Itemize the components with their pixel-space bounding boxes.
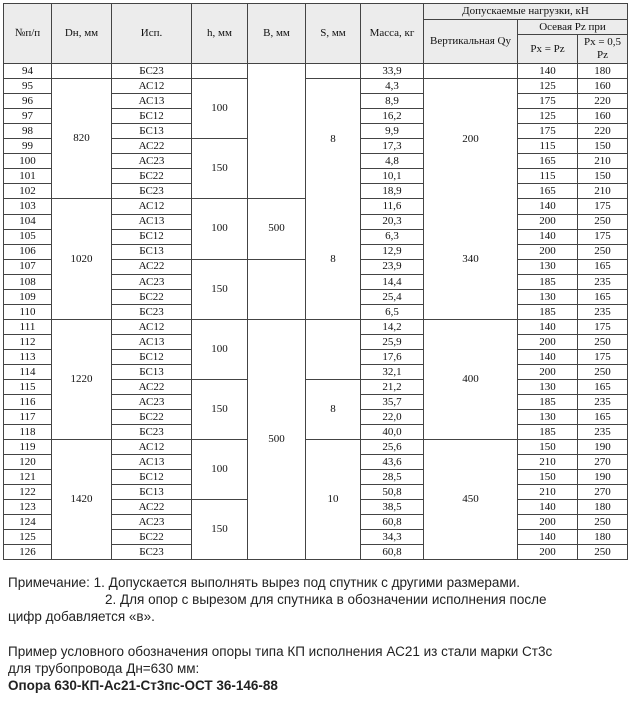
cell-px-eq: 130 bbox=[518, 290, 578, 305]
cell-isp: БС13 bbox=[112, 485, 192, 500]
cell-mass: 17,3 bbox=[361, 139, 424, 154]
cell-mass: 12,9 bbox=[361, 244, 424, 259]
cell-isp: БС23 bbox=[112, 184, 192, 199]
cell-num: 122 bbox=[4, 485, 52, 500]
cell-mass: 9,9 bbox=[361, 124, 424, 139]
cell-isp: БС13 bbox=[112, 124, 192, 139]
cell-num: 101 bbox=[4, 169, 52, 184]
cell-num: 124 bbox=[4, 515, 52, 530]
example-designation: Опора 630-КП-Ас21-Ст3пс-ОСТ 36-146-88 bbox=[8, 678, 278, 693]
notes-block bbox=[8, 574, 628, 694]
cell-mass: 40,0 bbox=[361, 425, 424, 440]
cell-px-half: 235 bbox=[578, 275, 628, 290]
cell-px-half: 150 bbox=[578, 169, 628, 184]
cell-isp: АС13 bbox=[112, 94, 192, 109]
cell-qy-merged: 400 bbox=[424, 320, 518, 440]
cell-px-half: 250 bbox=[578, 244, 628, 259]
cell-num: 116 bbox=[4, 395, 52, 410]
cell-px-half: 220 bbox=[578, 94, 628, 109]
cell-px-eq: 140 bbox=[518, 320, 578, 335]
cell-num: 97 bbox=[4, 109, 52, 124]
col-header-dn: Dн, мм bbox=[52, 4, 112, 64]
cell-px-eq: 130 bbox=[518, 380, 578, 395]
cell-h-merged: 100 bbox=[192, 320, 248, 380]
cell-px-half: 175 bbox=[578, 199, 628, 214]
cell-px-eq: 125 bbox=[518, 109, 578, 124]
cell-px-eq: 185 bbox=[518, 425, 578, 440]
cell-qy-merged bbox=[424, 64, 518, 79]
cell-px-half: 250 bbox=[578, 515, 628, 530]
cell-px-eq: 150 bbox=[518, 440, 578, 455]
cell-h-merged: 150 bbox=[192, 259, 248, 319]
cell-px-eq: 210 bbox=[518, 455, 578, 470]
cell-isp: АС12 bbox=[112, 320, 192, 335]
table-row bbox=[4, 64, 628, 79]
cell-isp: АС23 bbox=[112, 395, 192, 410]
cell-mass: 16,2 bbox=[361, 109, 424, 124]
cell-isp: БС22 bbox=[112, 410, 192, 425]
cell-mass: 60,8 bbox=[361, 515, 424, 530]
cell-s-merged bbox=[306, 64, 361, 79]
cell-px-eq: 140 bbox=[518, 350, 578, 365]
cell-px-half: 180 bbox=[578, 530, 628, 545]
cell-num: 111 bbox=[4, 320, 52, 335]
cell-num: 126 bbox=[4, 545, 52, 560]
cell-px-half: 270 bbox=[578, 485, 628, 500]
cell-px-half: 235 bbox=[578, 425, 628, 440]
col-header-px-eq: Px = Pz bbox=[518, 35, 578, 64]
cell-mass: 10,1 bbox=[361, 169, 424, 184]
col-header-px-half: Px = 0,5 Pz bbox=[578, 35, 628, 64]
cell-px-half: 220 bbox=[578, 124, 628, 139]
col-header-b: В, мм bbox=[248, 4, 306, 64]
cell-px-eq: 210 bbox=[518, 485, 578, 500]
cell-px-eq: 200 bbox=[518, 515, 578, 530]
note-2-line-2: цифр добавляется «в». bbox=[8, 609, 155, 624]
cell-mass: 25,9 bbox=[361, 335, 424, 350]
cell-num: 120 bbox=[4, 455, 52, 470]
col-header-loads: Допускаемые нагрузки, кН bbox=[424, 4, 628, 20]
cell-mass: 6,3 bbox=[361, 229, 424, 244]
cell-h-merged: 100 bbox=[192, 440, 248, 500]
cell-isp: БС22 bbox=[112, 290, 192, 305]
cell-num: 103 bbox=[4, 199, 52, 214]
cell-isp: АС13 bbox=[112, 335, 192, 350]
cell-px-eq: 200 bbox=[518, 335, 578, 350]
cell-px-eq: 115 bbox=[518, 169, 578, 184]
cell-mass: 34,3 bbox=[361, 530, 424, 545]
cell-isp: БС23 bbox=[112, 305, 192, 320]
cell-px-half: 180 bbox=[578, 64, 628, 79]
cell-mass: 6,5 bbox=[361, 305, 424, 320]
col-header-isp: Исп. bbox=[112, 4, 192, 64]
cell-px-half: 250 bbox=[578, 545, 628, 560]
cell-px-eq: 185 bbox=[518, 275, 578, 290]
cell-num: 118 bbox=[4, 425, 52, 440]
col-header-h: h, мм bbox=[192, 4, 248, 64]
cell-mass: 43,6 bbox=[361, 455, 424, 470]
cell-px-eq: 125 bbox=[518, 79, 578, 94]
cell-mass: 4,8 bbox=[361, 154, 424, 169]
cell-num: 95 bbox=[4, 79, 52, 94]
cell-mass: 20,3 bbox=[361, 214, 424, 229]
s-value-820: 8 bbox=[330, 132, 336, 145]
cell-dn-merged: 820 bbox=[52, 79, 112, 199]
cell-mass: 50,8 bbox=[361, 485, 424, 500]
support-spec-table bbox=[3, 3, 628, 560]
cell-dn-merged: 1020 bbox=[52, 199, 112, 320]
cell-isp: БС12 bbox=[112, 350, 192, 365]
cell-isp: БС23 bbox=[112, 545, 192, 560]
cell-h-merged: 150 bbox=[192, 139, 248, 199]
cell-num: 96 bbox=[4, 94, 52, 109]
col-header-vertical: Вертикальная Qy bbox=[424, 20, 518, 64]
cell-b-merged: 500 bbox=[248, 320, 306, 560]
cell-h-merged: 150 bbox=[192, 380, 248, 440]
cell-mass: 21,2 bbox=[361, 380, 424, 395]
cell-mass: 4,3 bbox=[361, 79, 424, 94]
cell-isp: БС23 bbox=[112, 64, 192, 79]
cell-h-merged: 100 bbox=[192, 199, 248, 259]
col-header-mass: Масса, кг bbox=[361, 4, 424, 64]
cell-px-eq: 185 bbox=[518, 395, 578, 410]
cell-px-eq: 150 bbox=[518, 470, 578, 485]
cell-mass: 32,1 bbox=[361, 365, 424, 380]
cell-px-half: 175 bbox=[578, 320, 628, 335]
cell-mass: 14,2 bbox=[361, 320, 424, 335]
example-line-2: для трубопровода Дн=630 мм: bbox=[8, 661, 200, 676]
cell-px-half: 150 bbox=[578, 139, 628, 154]
cell-isp: АС13 bbox=[112, 455, 192, 470]
cell-dn-merged: 1420 bbox=[52, 440, 112, 560]
cell-px-eq: 185 bbox=[518, 305, 578, 320]
cell-px-eq: 130 bbox=[518, 259, 578, 274]
cell-px-eq: 200 bbox=[518, 244, 578, 259]
table-row bbox=[4, 320, 628, 335]
cell-b-merged bbox=[248, 259, 306, 319]
cell-px-half: 250 bbox=[578, 335, 628, 350]
cell-mass: 17,6 bbox=[361, 350, 424, 365]
cell-px-half: 165 bbox=[578, 410, 628, 425]
cell-h-merged bbox=[192, 64, 248, 79]
cell-px-eq: 200 bbox=[518, 545, 578, 560]
cell-isp: БС12 bbox=[112, 470, 192, 485]
cell-num: 117 bbox=[4, 410, 52, 425]
cell-px-half: 165 bbox=[578, 259, 628, 274]
table-body bbox=[4, 64, 628, 560]
cell-px-half: 160 bbox=[578, 79, 628, 94]
cell-qy-merged bbox=[424, 79, 518, 320]
col-header-num: №п/п bbox=[4, 4, 52, 64]
cell-num: 104 bbox=[4, 214, 52, 229]
qy-value-820: 200 bbox=[462, 132, 479, 145]
cell-isp: АС12 bbox=[112, 199, 192, 214]
s-value-1020: 8 bbox=[330, 252, 336, 265]
cell-isp: АС22 bbox=[112, 380, 192, 395]
cell-num: 123 bbox=[4, 500, 52, 515]
cell-px-half: 165 bbox=[578, 290, 628, 305]
cell-h-merged: 150 bbox=[192, 500, 248, 560]
cell-num: 121 bbox=[4, 470, 52, 485]
cell-px-half: 270 bbox=[578, 455, 628, 470]
cell-isp: АС22 bbox=[112, 139, 192, 154]
cell-px-eq: 175 bbox=[518, 124, 578, 139]
cell-num: 100 bbox=[4, 154, 52, 169]
cell-num: 112 bbox=[4, 335, 52, 350]
cell-px-eq: 140 bbox=[518, 530, 578, 545]
cell-mass: 14,4 bbox=[361, 275, 424, 290]
cell-isp: АС12 bbox=[112, 79, 192, 94]
cell-s-merged: 8 bbox=[306, 380, 361, 440]
cell-isp: АС23 bbox=[112, 275, 192, 290]
cell-px-half: 235 bbox=[578, 305, 628, 320]
col-header-axial: Осевая Pz при bbox=[518, 20, 628, 35]
cell-px-half: 175 bbox=[578, 350, 628, 365]
cell-px-half: 250 bbox=[578, 365, 628, 380]
col-header-s: S, мм bbox=[306, 4, 361, 64]
cell-num: 102 bbox=[4, 184, 52, 199]
cell-dn-merged: 1220 bbox=[52, 320, 112, 440]
cell-px-eq: 165 bbox=[518, 184, 578, 199]
cell-isp: АС23 bbox=[112, 154, 192, 169]
cell-px-eq: 200 bbox=[518, 214, 578, 229]
cell-isp: БС22 bbox=[112, 530, 192, 545]
cell-num: 114 bbox=[4, 365, 52, 380]
cell-mass: 18,9 bbox=[361, 184, 424, 199]
cell-num: 94 bbox=[4, 64, 52, 79]
notes-spacer bbox=[8, 625, 628, 643]
cell-mass: 38,5 bbox=[361, 500, 424, 515]
cell-mass: 22,0 bbox=[361, 410, 424, 425]
cell-b-merged bbox=[248, 64, 306, 199]
spec-table-container bbox=[3, 3, 628, 560]
cell-num: 106 bbox=[4, 244, 52, 259]
cell-px-eq: 140 bbox=[518, 229, 578, 244]
cell-px-eq: 140 bbox=[518, 64, 578, 79]
cell-px-half: 210 bbox=[578, 154, 628, 169]
cell-num: 108 bbox=[4, 275, 52, 290]
table-row bbox=[4, 79, 628, 94]
cell-mass: 25,6 bbox=[361, 440, 424, 455]
cell-mass: 25,4 bbox=[361, 290, 424, 305]
cell-px-eq: 140 bbox=[518, 500, 578, 515]
cell-px-half: 190 bbox=[578, 470, 628, 485]
cell-num: 99 bbox=[4, 139, 52, 154]
cell-mass: 33,9 bbox=[361, 64, 424, 79]
cell-num: 107 bbox=[4, 259, 52, 274]
cell-px-half: 160 bbox=[578, 109, 628, 124]
qy-value-1020: 340 bbox=[462, 252, 479, 265]
cell-px-eq: 175 bbox=[518, 94, 578, 109]
cell-b-merged: 500 bbox=[248, 199, 306, 259]
cell-mass: 35,7 bbox=[361, 395, 424, 410]
cell-mass: 8,9 bbox=[361, 94, 424, 109]
cell-isp: БС23 bbox=[112, 425, 192, 440]
cell-mass: 60,8 bbox=[361, 545, 424, 560]
cell-qy-merged: 450 bbox=[424, 440, 518, 560]
cell-num: 119 bbox=[4, 440, 52, 455]
table-header bbox=[4, 4, 628, 64]
cell-isp: АС22 bbox=[112, 500, 192, 515]
note-1: Примечание: 1. Допускается выполнять вырез под спутник с другими размерами. bbox=[8, 575, 521, 590]
cell-s-merged bbox=[306, 320, 361, 380]
cell-isp: БС12 bbox=[112, 109, 192, 124]
cell-px-eq: 200 bbox=[518, 365, 578, 380]
cell-px-eq: 140 bbox=[518, 199, 578, 214]
cell-px-half: 175 bbox=[578, 229, 628, 244]
cell-isp: АС22 bbox=[112, 259, 192, 274]
cell-px-eq: 165 bbox=[518, 154, 578, 169]
cell-px-half: 210 bbox=[578, 184, 628, 199]
cell-mass: 23,9 bbox=[361, 259, 424, 274]
cell-isp: БС13 bbox=[112, 244, 192, 259]
cell-px-half: 235 bbox=[578, 395, 628, 410]
cell-px-half: 180 bbox=[578, 500, 628, 515]
cell-px-eq: 130 bbox=[518, 410, 578, 425]
cell-isp: БС12 bbox=[112, 229, 192, 244]
cell-isp: БС13 bbox=[112, 365, 192, 380]
cell-isp: АС13 bbox=[112, 214, 192, 229]
cell-isp: БС22 bbox=[112, 169, 192, 184]
cell-px-half: 190 bbox=[578, 440, 628, 455]
cell-num: 113 bbox=[4, 350, 52, 365]
table-row bbox=[4, 440, 628, 455]
cell-dn-merged bbox=[52, 64, 112, 79]
cell-mass: 28,5 bbox=[361, 470, 424, 485]
cell-num: 110 bbox=[4, 305, 52, 320]
example-line-1: Пример условного обозначения опоры типа КП исполнения АС21 из стали марки Ст3с bbox=[8, 644, 553, 659]
cell-num: 115 bbox=[4, 380, 52, 395]
cell-num: 109 bbox=[4, 290, 52, 305]
cell-h-merged: 100 bbox=[192, 79, 248, 139]
cell-px-eq: 115 bbox=[518, 139, 578, 154]
cell-num: 125 bbox=[4, 530, 52, 545]
note-2-line-1: 2. Для опор с вырезом для спутника в обозначении исполнения после bbox=[105, 592, 547, 607]
cell-isp: АС23 bbox=[112, 515, 192, 530]
cell-px-half: 165 bbox=[578, 380, 628, 395]
cell-num: 98 bbox=[4, 124, 52, 139]
cell-s-merged: 10 bbox=[306, 440, 361, 560]
cell-isp: АС12 bbox=[112, 440, 192, 455]
cell-num: 105 bbox=[4, 229, 52, 244]
cell-px-half: 250 bbox=[578, 214, 628, 229]
cell-mass: 11,6 bbox=[361, 199, 424, 214]
cell-s-merged bbox=[306, 79, 361, 320]
